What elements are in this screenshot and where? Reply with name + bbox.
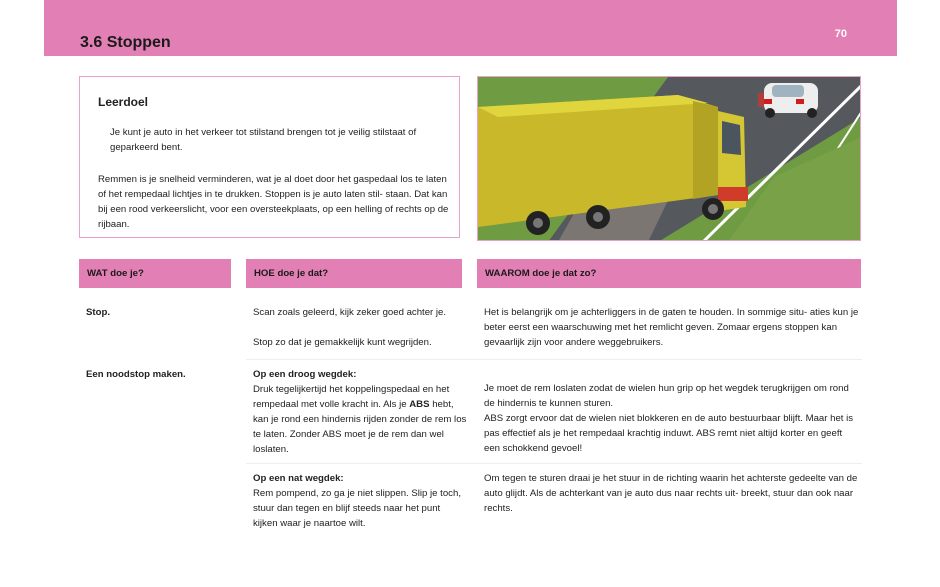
row-stop-hoe-2: Stop zo dat je gemakkelijk kunt wegrijden. bbox=[253, 337, 432, 348]
learning-goal-text: Je kunt je auto in het verkeer tot stilstand brengen tot je veilig stilstaat of geparkeerd bent. bbox=[110, 127, 417, 153]
learning-goal-description: Remmen is je snelheid verminderen, wat je al doet door het gaspedaal los te laten of het rempedaal lichtjes in te drukken. Stoppen is je auto laten stil- staan. Dat kan bij een rood verkeerslicht, voor een oversteekplaats, op een helling of rechts op de rijbaan. bbox=[98, 174, 449, 230]
waarom-droog-2: ABS zorgt ervoor dat de wielen niet blokkeren en de auto bestuurbaar blijft. Maar het is pas effectief als je het rempedaal krachtig induwt. ABS remt niet altijd korter en geeft een schokkend gevoel! bbox=[484, 413, 854, 454]
column-header-hoe: HOE doe je dat? bbox=[246, 259, 462, 288]
row-stop-wat: Stop. bbox=[86, 307, 110, 318]
row-noodstop-hoe-nat bbox=[253, 471, 467, 531]
learning-goal-heading: Leerdoel bbox=[98, 95, 149, 109]
column-header-waarom: WAAROM doe je dat zo? bbox=[477, 259, 861, 288]
nat-heading: Op een nat wegdek: bbox=[253, 473, 344, 484]
droog-text-a: Druk tegelijkertijd het koppelingspedaal en het rempedaal met volle kracht in. Als je bbox=[253, 384, 450, 410]
droog-text-b: hebt, kan je rond een hindernis rijden zonder de rem los te laten. Zonder ABS moet je de rem dan wel loslaten. bbox=[253, 399, 467, 455]
row-divider bbox=[246, 359, 862, 360]
page-header bbox=[44, 0, 897, 56]
truck-car-illustration bbox=[477, 76, 861, 241]
nat-text: Rem pompend, zo ga je niet slippen. Slip je toch, stuur dan tegen en blijf steeds naar het punt kijken waar je naartoe wilt. bbox=[253, 488, 461, 529]
row-noodstop-hoe-droog bbox=[253, 367, 467, 457]
page-number: 70 bbox=[834, 28, 847, 40]
row-divider bbox=[246, 463, 862, 464]
column-header-wat: WAT doe je? bbox=[79, 259, 231, 288]
droog-heading: Op een droog wegdek: bbox=[253, 369, 357, 380]
illustration-truck-and-car-on-road-icon bbox=[478, 77, 861, 241]
section-title: 3.6 Stoppen bbox=[80, 34, 171, 51]
droog-text bbox=[253, 382, 467, 457]
row-stop-waarom: Het is belangrijk om je achterliggers in de gaten te houden. In sommige situ- aties kun je beter eerst een waarschuwing met het remlicht geven. Zomaar ergens stoppen kan gevaarlijk zijn voor andere weggebruikers. bbox=[484, 307, 859, 348]
abs-term: ABS bbox=[409, 399, 430, 410]
waarom-droog-1: Je moet de rem loslaten zodat de wielen hun grip op het wegdek terugkrijgen om rond de hindernis te kunnen sturen. bbox=[484, 383, 849, 409]
row-noodstop-waarom-droog bbox=[484, 381, 860, 456]
learning-goal-box bbox=[79, 76, 460, 238]
row-stop-hoe-1: Scan zoals geleerd, kijk zeker goed achter je. bbox=[253, 307, 447, 318]
row-noodstop-wat: Een noodstop maken. bbox=[86, 369, 186, 380]
row-noodstop-waarom-nat: Om tegen te sturen draai je het stuur in de richting waarin het achterste gedeelte van de auto glijdt. Als de achterkant van je auto dus naar rechts uit- breekt, stuur dan ook naar rechts. bbox=[484, 473, 858, 514]
